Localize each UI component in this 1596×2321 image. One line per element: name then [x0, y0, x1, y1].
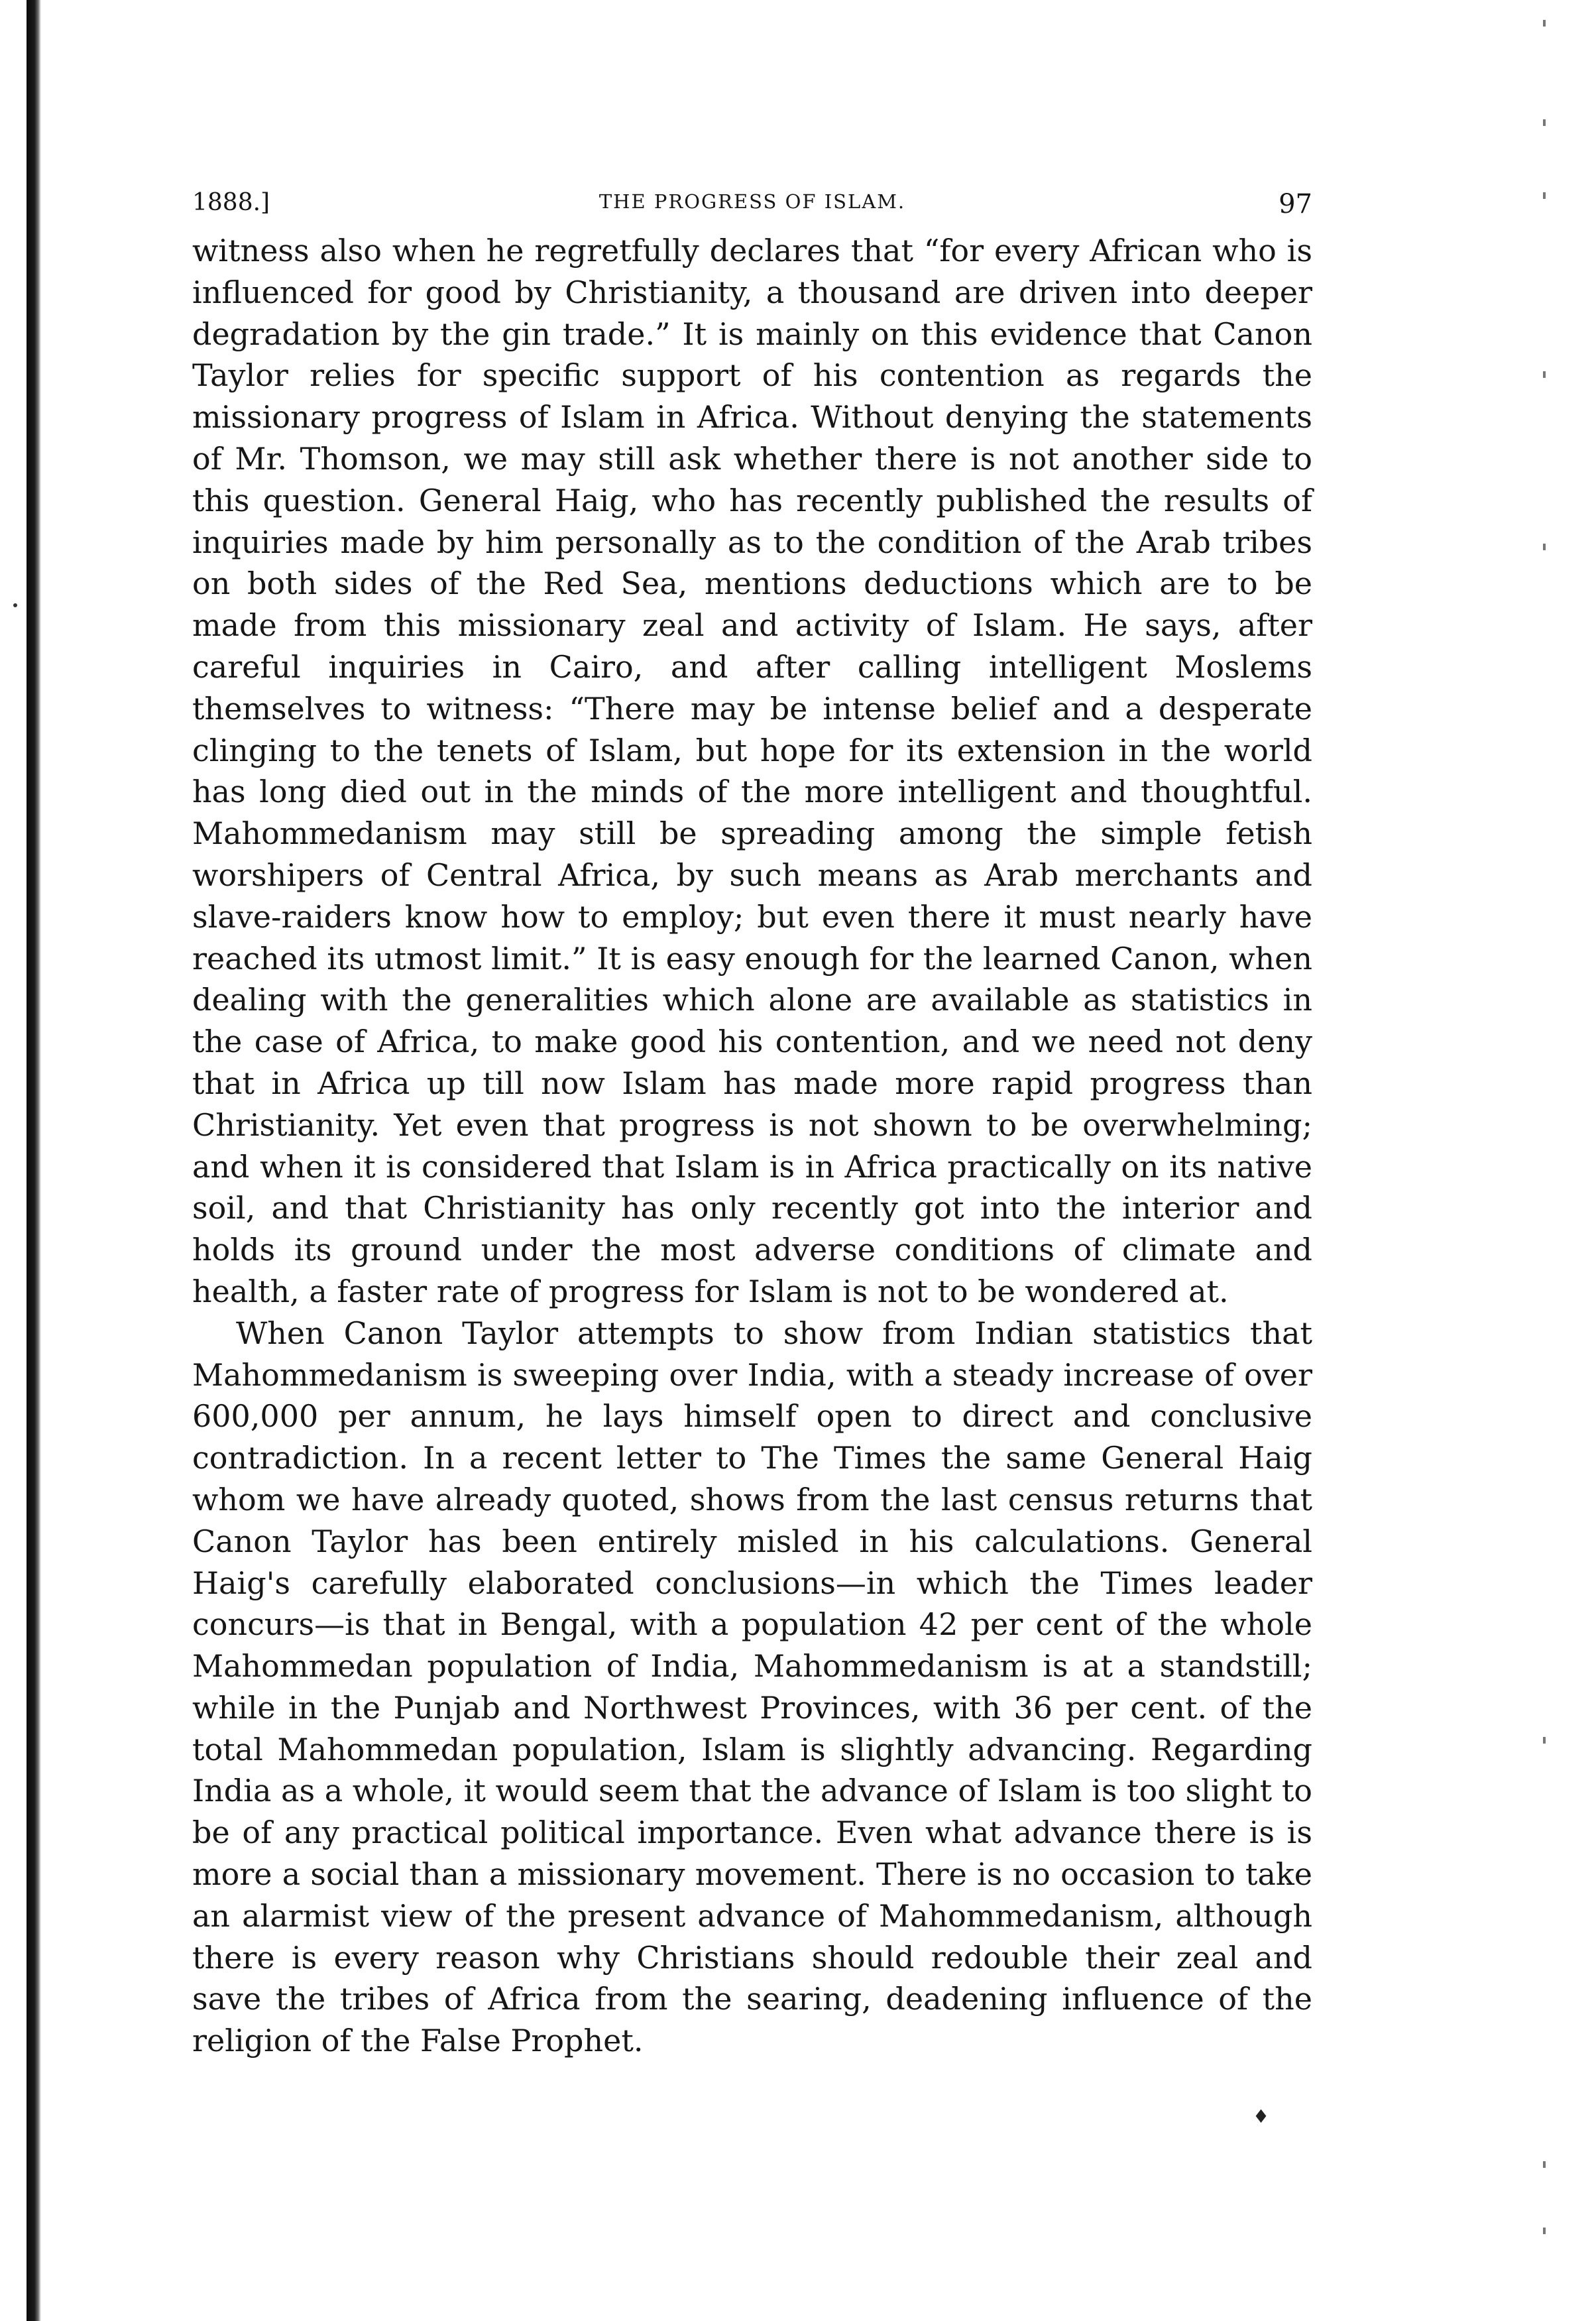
scan-margin-specks — [1543, 0, 1583, 2321]
page-number: 97 — [1279, 189, 1312, 219]
body-text — [192, 230, 1312, 2062]
header-year: 1888.] — [192, 189, 270, 216]
scan-speck — [13, 603, 17, 607]
page — [192, 182, 1312, 2062]
paragraph-1: witness also when he regretfully declares that “for every African who is influenced for good by Christianity, a thousand are driven into deeper degradation by the gin trade.” It is mainly on this evidence that Canon Taylor relies for specific support of his contention as regards the missionary progress of Islam in Africa. Without denying the statements of Mr. Thomson, we may still ask whether there is not another side to this question. General Haig, who has recently published the results of inquiries made by him personally as to the condition of the Arab tribes on both sides of the Red Sea, mentions deductions which are to be made from this missionary zeal and activity of Islam. He says, after careful inquiries in Cairo, and after calling intelligent Moslems themselves to witness: “There may be intense belief and a desperate clinging to the tenets of Islam, but hope for its extension in the world has long died out in the minds of the more intelligent and thoughtful. Mahommedanism may still be spreading among the simple fetish worshipers of Central Africa, by such means as Arab merchants and slave-raiders know how to employ; but even there it must nearly have reached its utmost limit.” It is easy enough for the learned Canon, when dealing with the generalities which alone are available as statistics in the case of Africa, to make good his contention, and we need not deny that in Africa up till now Islam has made more rapid progress than Christianity. Yet even that progress is not shown to be overwhelming; and when it is considered that Islam is in Africa practically on its native soil, and that Christianity has only recently got into the interior and holds its ground under the most adverse conditions of climate and health, a faster rate of progress for Islam is not to be wondered at. — [192, 233, 1312, 1309]
header-title: THE PROGRESS OF ISLAM. — [598, 190, 906, 213]
scan-binding-edge — [27, 0, 41, 2321]
running-head — [192, 182, 1312, 229]
end-mark: ♦ — [1253, 2106, 1270, 2127]
paragraph-2: When Canon Taylor attempts to show from Indian statistics that Mahommedanism is sweeping over India, with a steady increase of over 600,000 per annum, he lays himself open to direct and conclusive contradiction. In a recent letter to The Times the same General Haig whom we have already quoted, shows from the last census returns that Canon Taylor has been entirely misled in his calculations. General Haig's carefully elaborated conclusions—in which the Times leader concurs—is that in Bengal, with a population 42 per cent of the whole Mahommedan population of India, Mahommedanism is at a standstill; while in the Punjab and Northwest Provinces, with 36 per cent. of the total Mahommedan population, Islam is slightly advancing. Regarding India as a whole, it would seem that the advance of Islam is too slight to be of any practical political importance. Even what advance there is is more a social than a missionary movement. There is no occasion to take an alarmist view of the present advance of Mahommedanism, although there is every reason why Christians should redouble their zeal and save the tribes of Africa from the searing, deadening influence of the religion of the False Prophet. — [192, 1315, 1312, 2059]
